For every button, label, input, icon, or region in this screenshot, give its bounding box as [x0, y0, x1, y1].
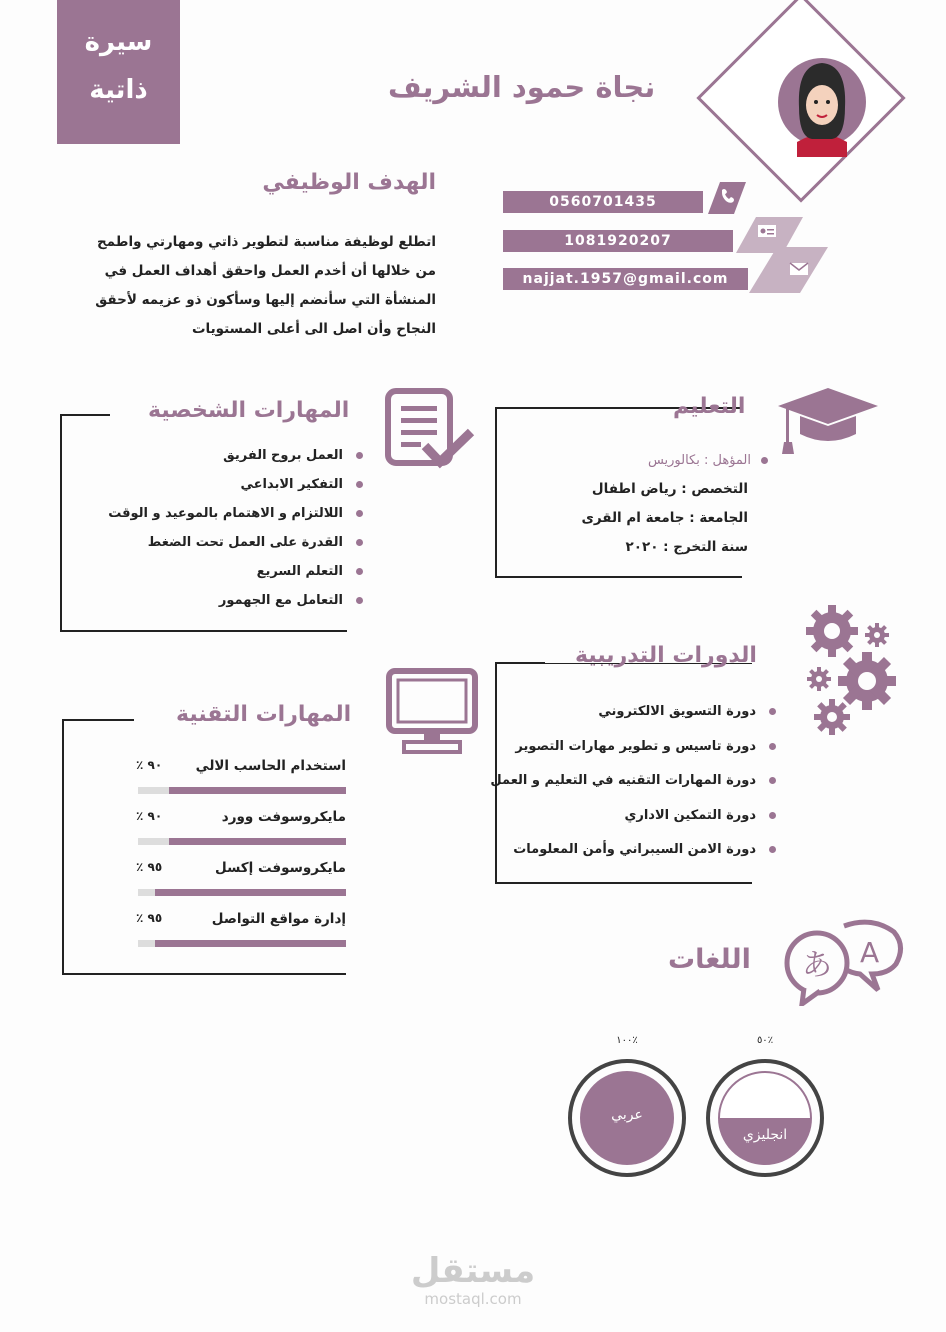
tech-skill-bar	[138, 889, 346, 896]
svg-text:A: A	[860, 936, 880, 969]
tech-skill-row	[136, 758, 346, 809]
watermark-latin: mostaql.com	[424, 1290, 522, 1308]
list-item: العمل بروح الفريق	[108, 441, 363, 470]
language-ring	[704, 1057, 826, 1179]
tech-skill-percent: ٩٥ ٪	[136, 860, 163, 874]
list-item: دورة الامن السيبراني وأمن المعلومات	[490, 835, 776, 870]
list-item: التعلم السريع	[108, 557, 363, 586]
phone-number: 0560701435	[503, 191, 703, 213]
tech-skill-name: إدارة مواقع التواصل	[211, 911, 346, 927]
tech-skill-name: مايكروسوفت وورد	[221, 809, 346, 825]
badge-line2: ذاتية	[89, 75, 148, 105]
document-check-icon	[385, 388, 475, 474]
svg-text:あ: あ	[802, 948, 832, 983]
list-item: التفكير الابداعي	[108, 470, 363, 499]
languages-chat-icon	[782, 918, 904, 1006]
education-title: التعليم	[673, 394, 746, 419]
list-item: القدرة على العمل تحت الضغط	[108, 528, 363, 557]
list-item: دورة تاسيس و تطوير مهارات التصوير	[490, 732, 776, 767]
tech-skill-row	[136, 911, 346, 962]
tech-skills-title: المهارات التقنية	[176, 702, 352, 727]
personal-skills-list	[108, 441, 363, 615]
language-arabic	[566, 1035, 688, 1179]
list-item: دورة التمكين الاداري	[490, 801, 776, 836]
tech-skill-name: استخدام الحاسب الالي	[195, 758, 346, 774]
objective-title: الهدف الوظيفي	[262, 170, 436, 195]
list-item: التعامل مع الجهمور	[108, 586, 363, 615]
list-item: دورة المهارات التقنيه في التعليم و العمل	[490, 766, 776, 801]
list-item: دورة التسويق الالكتروني	[490, 697, 776, 732]
language-percent: ١٠٠٪	[616, 1035, 638, 1046]
major: التخصص : رياض اطفال	[591, 481, 748, 497]
tech-skill-bar	[138, 787, 346, 794]
cv-badge	[57, 0, 180, 144]
full-name: نجاة حمود الشريف	[388, 70, 656, 104]
tech-skill-bar	[138, 838, 346, 845]
language-percent: ٥٠٪	[756, 1035, 774, 1046]
watermark	[0, 1252, 946, 1308]
mail-icon	[743, 245, 828, 293]
languages-title: اللغات	[668, 944, 751, 975]
id-number: 1081920207	[503, 230, 733, 252]
language-name: عربي	[611, 1107, 643, 1123]
language-name: انجليزي	[742, 1127, 788, 1143]
gears-icon	[805, 603, 897, 738]
personal-skills-title: المهارات الشخصية	[148, 398, 350, 423]
monitor-icon	[386, 668, 478, 756]
avatar	[777, 47, 867, 157]
tech-skill-row	[136, 809, 346, 860]
courses-title: الدورات التدريبية	[575, 643, 757, 668]
phone-icon	[698, 180, 746, 216]
tech-skills-list	[136, 758, 346, 962]
tech-skill-name: مايكروسوفت إكسل	[215, 860, 346, 876]
watermark-arabic: مستقل	[410, 1251, 536, 1291]
tech-skill-percent: ٩٠ ٪	[136, 809, 163, 823]
tech-skill-percent: ٩٥ ٪	[136, 911, 163, 925]
university: الجامعة : جامعة ام القرى	[581, 510, 748, 526]
email-address: najjat.1957@gmail.com	[503, 268, 748, 290]
list-item: اللالتزام و الاهتمام بالموعيد و الوقت	[108, 499, 363, 528]
graduation-year: سنة التخرج : ٢٠٢٠	[625, 539, 748, 555]
graduation-cap-icon	[776, 386, 880, 456]
objective-text: اتطلع لوظيفة مناسبة لتطوير ذاتي ومهارتي واطمح من خلالها أن أخدم العمل واحقق أهداف العمل في المنشأة التي سأنضم إليها وسأكون ذو عزيمه لأحقق النجاح وأن اصل الى أعلى المستويات	[95, 234, 436, 337]
badge-line1: سيرة	[84, 27, 153, 57]
tech-skill-bar	[138, 940, 346, 947]
qualification: المؤهل : بكالوريس	[647, 453, 751, 468]
tech-skill-row	[136, 860, 346, 911]
tech-skill-percent: ٩٠ ٪	[136, 758, 163, 772]
courses-list	[490, 697, 776, 870]
education-details	[581, 447, 768, 562]
language-english	[704, 1035, 826, 1179]
